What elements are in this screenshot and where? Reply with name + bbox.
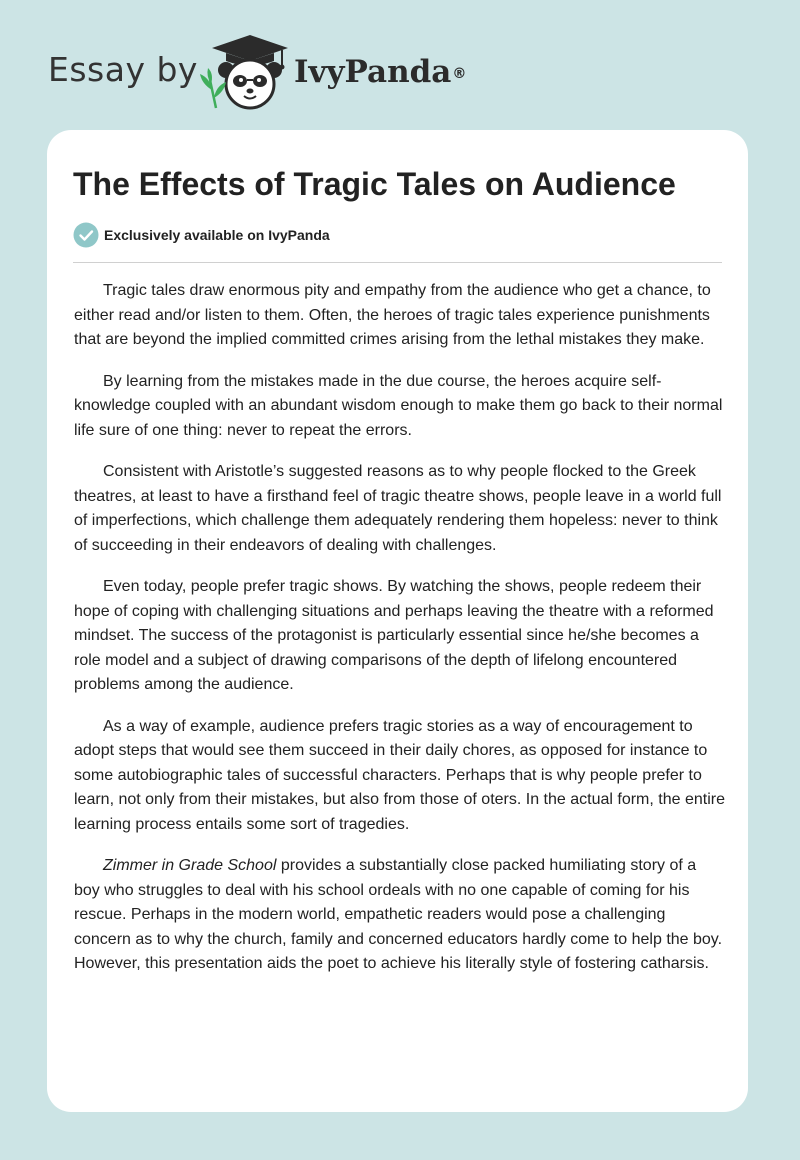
exclusive-badge	[73, 222, 330, 248]
essay-paragraph-1: Tragic tales draw enormous pity and empathy from the audience who get a chance, to either read and/or listen to them. Often, the heroes of tragic tales experience punishments that are beyond the implied committed crimes arising from the lethal mistakes they make.	[74, 282, 711, 348]
essay-title: The Effects of Tragic Tales on Audience	[73, 166, 676, 202]
essay-paragraph-6	[74, 854, 726, 977]
essay-paragraph-5: As a way of example, audience prefers tragic stories as a way of encouragement to adopt steps that would see them succeed in their daily chores, as opposed for instance to some autobiographic tales of successful characters. Perhaps that is why people prefer to learn, not only from their mistakes, but also from those of oters. In the actual form, the entire learning process entails some sort of tragedies.	[74, 717, 725, 833]
essay-card	[47, 130, 748, 1112]
essay-paragraph-4: Even today, people prefer tragic shows. By watching the shows, people redeem their hope of coping with challenging situations and perhaps leaving the theatre with a reformed mindset. The success of the protagonist is particularly essential since he/she becomes a role model and a subject of drawing comparisons of the depth of lifelong encountered problems among the audience.	[74, 578, 714, 693]
essay-by-label: Essay by	[48, 50, 198, 89]
essay-paragraph-6-text: provides a substantially close packed humiliating story of a boy who struggles to deal with his school ordeals with no one capable of coming for his rescue. Perhaps in the modern world, empathetic readers would pose a challenging concern as to why the church, family and concerned educators hardly come to help the boy. However, this presentation aids the poet to achieve his literally style of fostering catharsis.	[74, 857, 723, 972]
panda-graduate-logo-icon[interactable]	[196, 30, 296, 110]
essay-paragraph-2: By learning from the mistakes made in the due course, the heroes acquire self-knowledge coupled with an abundant wisdom enough to make them go back to their normal life sure of one thing: never to repeat the errors.	[74, 372, 723, 439]
site-header	[0, 0, 800, 130]
brand-name[interactable]	[294, 52, 466, 92]
registered-mark: ®	[452, 66, 467, 82]
exclusive-badge-text: Exclusively available on IvyPanda	[104, 227, 330, 243]
check-circle-icon	[73, 222, 99, 248]
poem-title: Zimmer in Grade School	[103, 857, 277, 874]
essay-body	[74, 279, 726, 994]
essay-paragraph-3: Consistent with Aristotle’s suggested reasons as to why people flocked to the Greek theatres, at least to have a firsthand feel of tragic theatre shows, people leave in a world full of imperfections, which challenge them adequately rendering them hopeless: never to think of succeeding in their endeavors of dealing with challenges.	[74, 463, 722, 554]
title-divider	[73, 262, 722, 263]
brand-name-text: IvyPanda	[294, 54, 452, 90]
